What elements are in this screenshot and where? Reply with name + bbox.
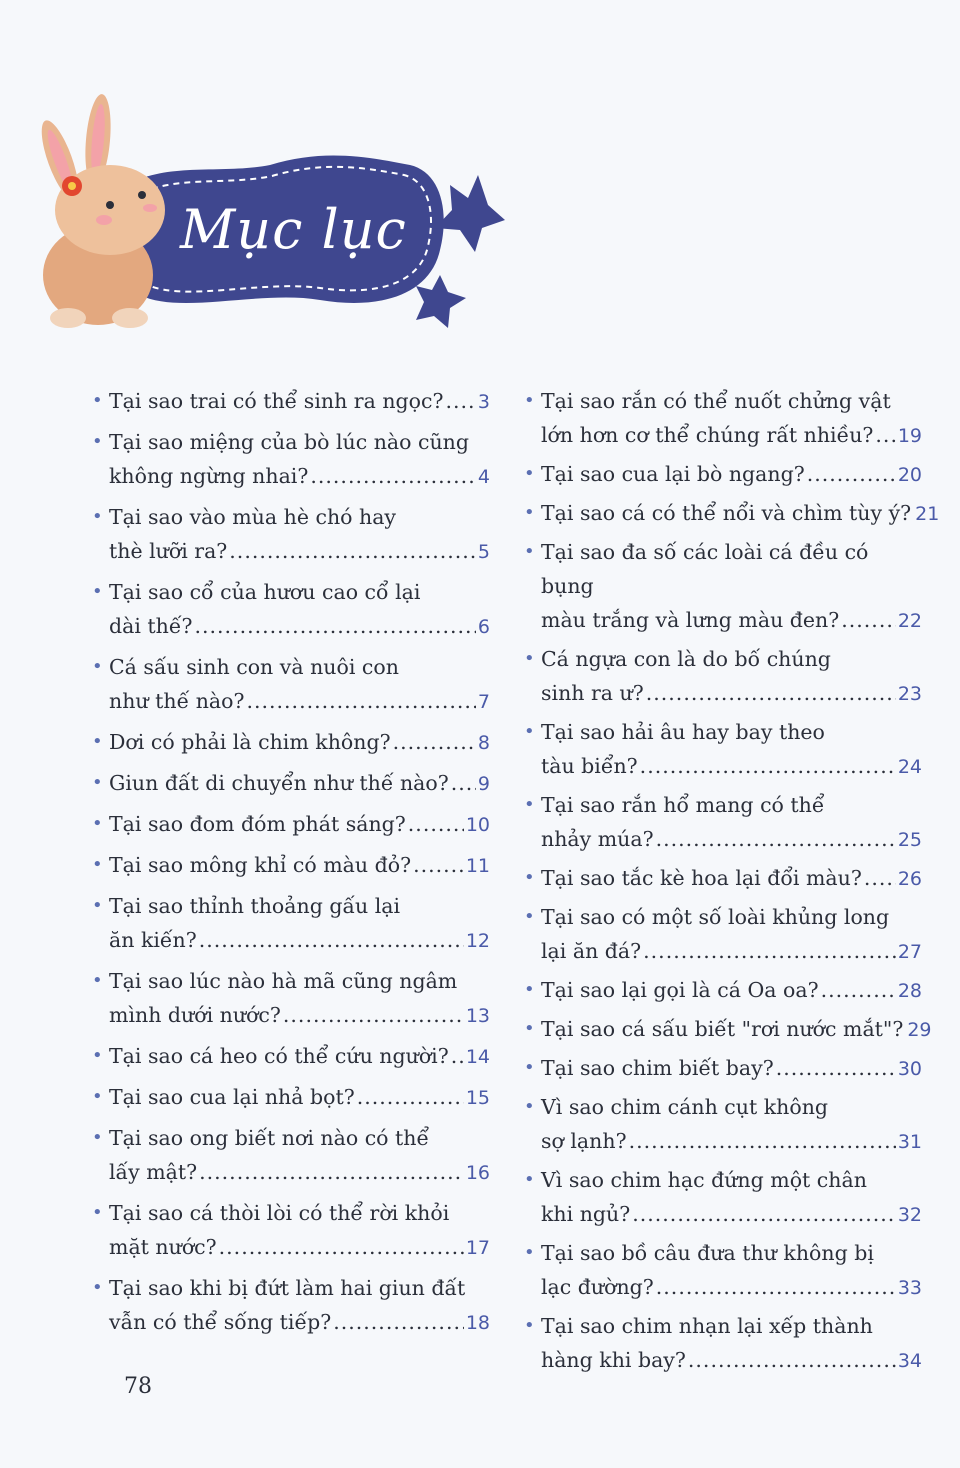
toc-entry-text: • Tại sao lại gọi là cá Oa oa? [541,978,819,1002]
dot-leader [640,749,896,783]
toc-page-number[interactable]: 7 [477,691,490,713]
dot-leader [688,1343,896,1377]
toc-entry-text: • Cá sấu sinh con và nuôi con [92,650,490,684]
dot-leader [629,1124,896,1158]
dot-leader [393,725,476,759]
toc-entry[interactable] [524,715,922,784]
dot-leader [408,807,464,841]
toc-entry-text: • Tại sao cua lại bò ngang? [541,462,805,486]
dot-leader [646,676,896,710]
toc-entry-text: khi ngủ? [541,1202,631,1226]
toc-entry-text: • Tại sao miệng của bò lúc nào cũng [92,425,490,459]
toc-entry-text: lại ăn đá? [541,939,642,963]
toc-page-number[interactable]: 17 [465,1237,490,1259]
toc-page-number[interactable]: 15 [465,1087,490,1109]
toc-entry[interactable] [524,1012,932,1047]
dot-leader [643,934,896,968]
dot-leader [413,848,464,882]
toc-entry[interactable] [524,1051,922,1086]
toc-entry[interactable] [524,1309,922,1378]
toc-entry-text: • Tại sao bồ câu đưa thư không bị [524,1236,922,1270]
toc-entry-text: • Tại sao rắn có thể nuốt chửng vật [524,384,922,418]
toc-page-number[interactable]: 11 [465,855,490,877]
toc-entry-text: • Vì sao chim cánh cụt không [524,1090,922,1124]
toc-entry[interactable] [92,384,490,419]
toc-entry[interactable] [524,1090,922,1159]
toc-page-number[interactable]: 5 [477,541,490,563]
toc-entry-text: • Tại sao rắn hổ mang có thể [524,788,922,822]
toc-entry[interactable] [92,1271,490,1340]
toc-page-number[interactable]: 33 [897,1277,922,1299]
toc-page-number[interactable]: 23 [897,683,922,705]
toc-page-number[interactable]: 34 [897,1350,922,1372]
toc-entry-text: • Tại sao khi bị đứt làm hai giun đất [92,1271,490,1305]
toc-entry-text: • Tại sao trai có thể sinh ra ngọc? [109,389,444,413]
toc-entry-text: • Tại sao chim biết bay? [541,1056,774,1080]
toc-entry[interactable] [92,725,490,760]
toc-entry-text: • Tại sao đa số các loài cá đều có bụng [524,535,922,603]
toc-entry-text: không ngừng nhai? [109,464,309,488]
toc-entry-text: • Dơi có phải là chim không? [109,730,391,754]
toc-entry-text: • Tại sao cổ của hươu cao cổ lại [92,575,490,609]
dot-leader [229,534,476,568]
toc-entry-text: • Tại sao cá sấu biết "rơi nước mắt"? [541,1017,904,1041]
toc-page-number[interactable]: 28 [897,980,922,1002]
dot-leader [199,1155,464,1189]
toc-entry[interactable] [524,496,940,531]
toc-entry[interactable] [92,1196,490,1265]
toc-page-number[interactable]: 24 [897,756,922,778]
toc-entry-text: • Tại sao cá có thể nổi và chìm tùy ý? [541,501,912,525]
toc-entry-text: • Tại sao đom đóm phát sáng? [109,812,406,836]
toc-page-number[interactable]: 18 [465,1312,490,1334]
toc-entry[interactable] [92,807,490,842]
toc-entry[interactable] [92,575,490,644]
toc-entry-text: hàng khi bay? [541,1348,686,1372]
dot-leader [656,822,896,856]
toc-entry-text: lạc đường? [541,1275,654,1299]
toc-entry[interactable] [92,766,490,801]
toc-entry-text: sợ lạnh? [541,1129,627,1153]
toc-entry-text: dài thế? [109,614,193,638]
toc-entry[interactable] [92,1121,490,1190]
dot-leader [357,1080,464,1114]
toc-page-number[interactable]: 8 [477,732,490,754]
toc-page-number[interactable]: 10 [465,814,490,836]
toc-entry-text: • Giun đất di chuyển như thế nào? [109,771,449,795]
dot-leader [632,1197,896,1231]
title-banner [20,80,520,340]
toc-page-number[interactable]: 29 [907,1019,932,1041]
dot-leader [656,1270,896,1304]
toc-page-number[interactable]: 14 [465,1046,490,1068]
toc-entry[interactable] [92,1039,490,1074]
dot-leader [864,861,896,895]
dot-leader [310,459,476,493]
toc-entry-text: • Tại sao ong biết nơi nào có thể [92,1121,490,1155]
toc-right-column [524,384,940,1382]
toc-entry[interactable] [92,650,490,719]
toc-entry[interactable] [524,788,922,857]
toc-page-number[interactable]: 21 [915,503,940,525]
toc-entry-text: lấy mật? [109,1160,198,1184]
dot-leader [199,923,464,957]
toc-left-column [92,384,490,1346]
toc-entry-text: • Tại sao lúc nào hà mã cũng ngâm [92,964,490,998]
star-icon [435,175,505,252]
dot-leader [821,973,896,1007]
toc-entry[interactable] [524,642,922,711]
toc-entry-text: • Tại sao cá heo có thể cứu người? [109,1044,449,1068]
dot-leader [841,603,896,637]
toc-entry[interactable] [92,425,490,494]
toc-entry[interactable] [524,457,922,492]
toc-page-number[interactable]: 13 [465,1005,490,1027]
dot-leader [219,1230,464,1264]
toc-page-number[interactable]: 20 [897,464,922,486]
dot-leader [246,684,475,718]
toc-entry-text: như thế nào? [109,689,245,713]
toc-entry-text: • Tại sao hải âu hay bay theo [524,715,922,749]
toc-page-number[interactable]: 31 [897,1131,922,1153]
toc-page-number[interactable]: 26 [897,868,922,890]
rabbit-illustration [34,93,165,328]
toc-page-number[interactable]: 6 [477,616,490,638]
toc-entry[interactable] [524,384,922,453]
toc-page-number[interactable]: 27 [897,941,922,963]
toc-entry[interactable] [92,1080,490,1115]
toc-page-number[interactable]: 25 [897,829,922,851]
toc-entry-text: tàu biển? [541,754,638,778]
toc-entry-text: nhảy múa? [541,827,654,851]
toc-entry-text: • Tại sao vào mùa hè chó hay [92,500,490,534]
star-icon [416,275,466,328]
page-title: Mục lục [180,198,407,261]
toc-entry-text: • Tại sao cua lại nhả bọt? [109,1085,355,1109]
toc-entry-text: vẫn có thể sống tiếp? [109,1310,332,1334]
toc-entry-text: • Tại sao mông khỉ có màu đỏ? [109,853,412,877]
dot-leader [283,998,464,1032]
toc-entry-text: • Tại sao thỉnh thoảng gấu lại [92,889,490,923]
toc-entry-text: mặt nước? [109,1235,217,1259]
toc-entry[interactable] [92,500,490,569]
toc-entry-text: • Tại sao tắc kè hoa lại đổi màu? [541,866,862,890]
toc-entry[interactable] [524,861,922,896]
toc-entry[interactable] [524,1236,922,1305]
toc-entry[interactable] [524,535,922,638]
dot-leader [875,418,895,452]
toc-page-number[interactable]: 9 [477,773,490,795]
toc-entry-text: mình dưới nước? [109,1003,281,1027]
toc-entry[interactable] [524,973,922,1008]
dot-leader [446,384,476,418]
toc-entry-text: • Tại sao có một số loài khủng long [524,900,922,934]
dot-leader [333,1305,464,1339]
toc-entry-text: ăn kiến? [109,928,197,952]
toc-page-number[interactable]: 3 [477,391,490,413]
dot-leader [776,1051,896,1085]
toc-entry-text: thè lưỡi ra? [109,539,228,563]
dot-leader [451,1039,464,1073]
toc-entry[interactable] [92,889,490,958]
toc-entry[interactable] [92,848,490,883]
toc-page-number[interactable]: 32 [897,1204,922,1226]
dot-leader [194,609,475,643]
toc-entry-text: sinh ra ư? [541,681,644,705]
toc-page-number[interactable]: 12 [465,930,490,952]
toc-page-number[interactable]: 4 [477,466,490,488]
toc-page-number[interactable]: 19 [897,425,922,447]
dot-leader [807,457,896,491]
toc-entry-text: • Vì sao chim hạc đứng một chân [524,1163,922,1197]
toc-entry-text: • Cá ngựa con là do bố chúng [524,642,922,676]
toc-entry-text: • Tại sao cá thòi lòi có thể rời khỏi [92,1196,490,1230]
toc-entry[interactable] [92,964,490,1033]
toc-entry-text: lớn hơn cơ thể chúng rất nhiều? [541,423,874,447]
toc-page-number[interactable]: 30 [897,1058,922,1080]
toc-entry-text: màu trắng và lưng màu đen? [541,608,840,632]
toc-page-number[interactable]: 22 [897,610,922,632]
toc-page-number[interactable]: 16 [465,1162,490,1184]
dot-leader [451,766,476,800]
toc-entry[interactable] [524,1163,922,1232]
page-number: 78 [124,1374,152,1399]
toc-entry[interactable] [524,900,922,969]
toc-entry-text: • Tại sao chim nhạn lại xếp thành [524,1309,922,1343]
